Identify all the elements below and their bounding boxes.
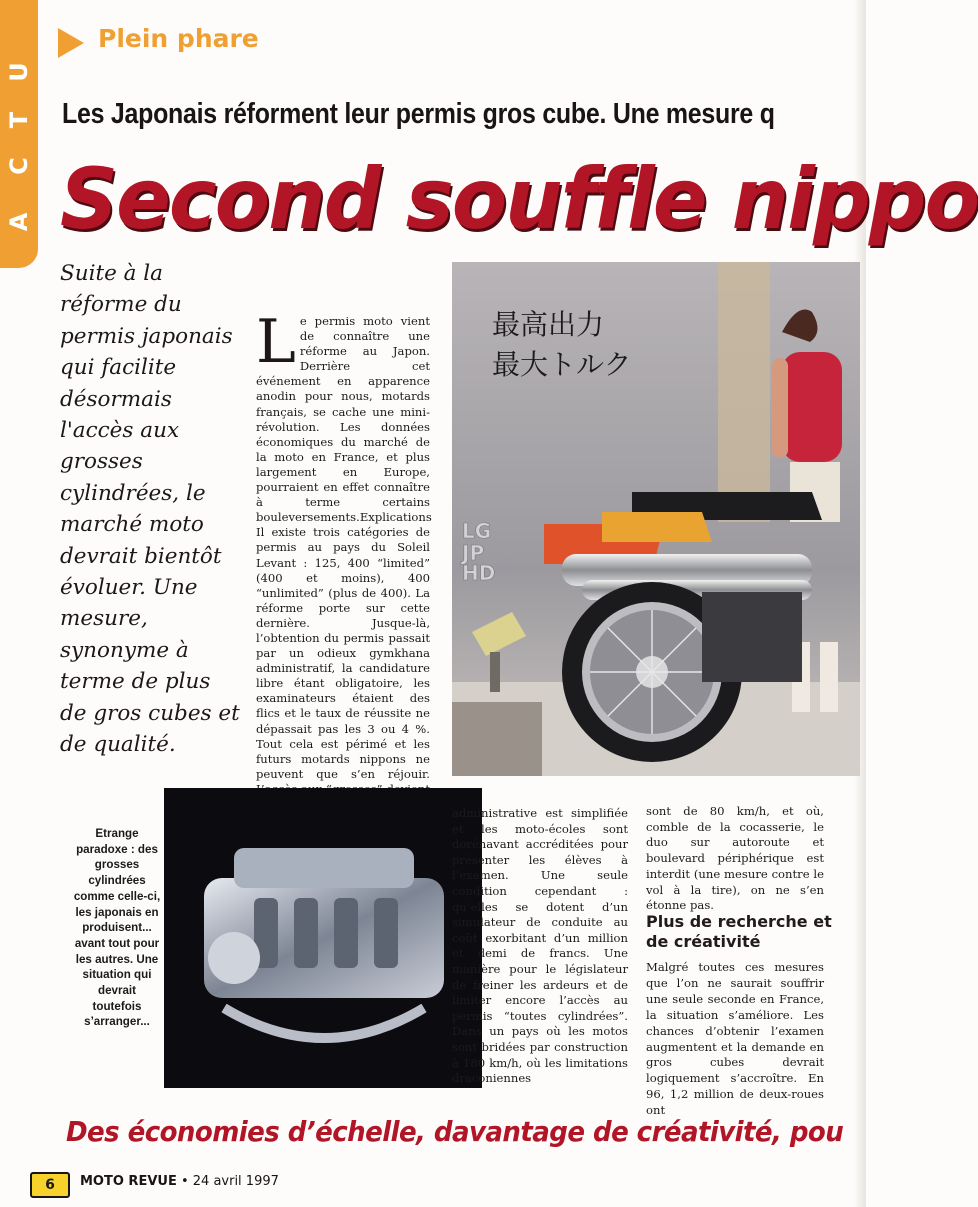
engine-photo	[164, 788, 482, 1088]
rubric-arrow-icon	[58, 28, 84, 58]
page-footer	[80, 1174, 279, 1189]
motorcycle-illustration	[452, 262, 860, 776]
article-lead: Suite à la réforme du permis japonais qui facilite désormais l'accès aux grosses cylindrées, le marché moto devrait bientôt évoluer. Une mesure, synonyme à terme de plus de gros cubes et de qualité.	[60, 261, 240, 758]
article-paragraph: administrative est simplifiée et les moto-écoles sont dorénavant accréditées pour présenter les élèves à l’examen. Une seule condition cependant : qu’elles se dotent d’un simulateur de conduite au coût exorbitant d’un million et demi de francs. Une manière pour le législateur de freiner les ardeurs et de limiter encore l’accès au permis “toutes cylindrées”. Dans un pays où les motos sont bridées par construction à 180 km/h, où les limitations draconiennes	[452, 806, 628, 1086]
motorcycle-photo	[452, 262, 860, 776]
watermark-text: HD	[462, 561, 496, 585]
issue-date: • 24 avril 1997	[180, 1174, 279, 1189]
engine-illustration	[164, 788, 482, 1088]
photo-sign-line-1: 最高出力	[492, 308, 605, 341]
article-paragraph: e permis moto vient de connaître une réforme au Japon. Derrière cet événement en apparence anodin pour nous, motards français, se cache une mini-révolution. Les données économiques du marché de la moto en France, et plus largement en Europe, pourraient en effet connaître à terme certains bouleversements.Explications	[256, 314, 432, 525]
article-paragraph: sont de 80 km/h, et où, comble de la cocasserie, le duo sur autoroute et boulevard périphérique est interdit (une mesure contre le vol à la tire), on ne s’en étonne pas.	[646, 804, 824, 913]
article-headline: Second souffle nippo	[60, 150, 978, 248]
section-tab-letter: C	[5, 157, 33, 175]
photo-sign-line-2: 最大トルク	[492, 348, 632, 381]
article-column-3-continued	[646, 960, 824, 1119]
watermark-text: JP	[462, 541, 485, 565]
article-column-2	[452, 806, 628, 1087]
section-tab-letter: T	[5, 111, 33, 129]
rubric-label: Plein phare	[98, 24, 259, 53]
page-number: 6	[30, 1172, 70, 1198]
drop-cap: L	[256, 307, 296, 377]
article-column-1	[256, 307, 432, 812]
section-tab-letter: U	[5, 62, 33, 82]
article-paragraph: Il existe trois catégories de permis au pays du Soleil Levant : 125, 400 “limited” (400 et moins), 400 “unlimited” (plus de 400). La réforme porte sur cette dernière. Jusque-là, l’obtention du permis passait par un odieux gymkhana administratif, la candidature libre étant obligatoire, les examinateurs étaient des flics et le taux de réussite ne dépassait pas les 3 ou 4 %. Tout cela est périmé et les futurs motards nippons ne peuvent que s’en réjouir.	[256, 525, 430, 781]
section-tab	[0, 0, 38, 268]
article-paragraph: Malgré toutes ces mesures que l’on ne saurait souffrir une seule seconde en France, la situation s’améliore. Les chances d’obtenir l’examen augmentent et la demande en gros cubes devrait logiquement s’accroître. En 96, 1,2 million de deux-roues ont	[646, 960, 824, 1118]
watermark-text: LG	[462, 519, 492, 543]
magazine-name: MOTO REVUE	[80, 1174, 177, 1189]
photo-caption: Etrange paradoxe : des grosses cylindrées comme celle-ci, les japonais en produisent... avant tout pour les autres. Une situation qui devrait toutefois s’arranger...	[73, 827, 161, 1029]
section-heading: Plus de recherche et de créativité	[646, 912, 832, 951]
pull-quote: Des économies d’échelle, davantage de créativité, pou	[66, 1115, 844, 1148]
section-tab-letter: A	[5, 212, 33, 232]
article-subtitle: Les Japonais réforment leur permis gros cube. Une mesure q	[62, 98, 775, 130]
article-column-3	[646, 804, 824, 914]
